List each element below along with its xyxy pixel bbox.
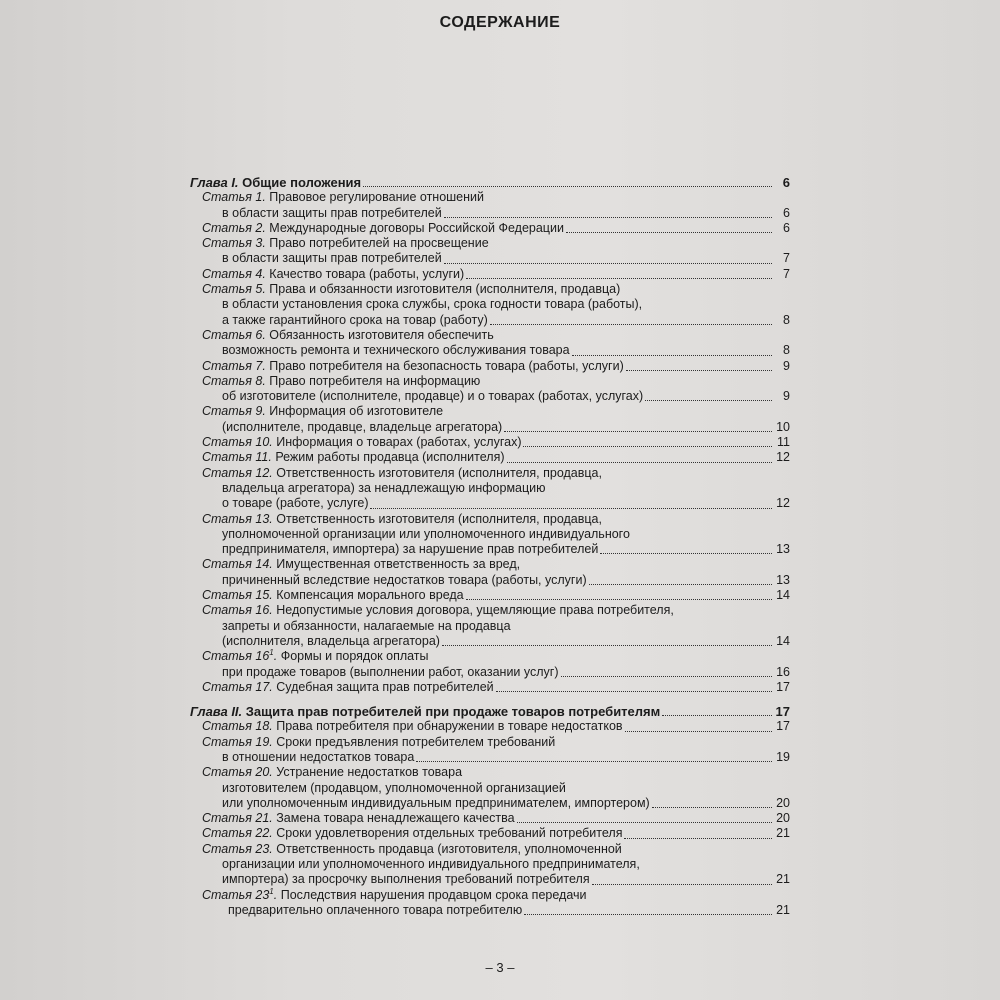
article-label-text: Статья 19.	[202, 734, 273, 749]
article-label	[202, 282, 266, 296]
article-page: 21	[776, 826, 790, 841]
toc-line-text	[202, 466, 602, 481]
article-page: 10	[776, 419, 790, 434]
leader-dots	[662, 715, 772, 716]
article-label-text: Статья 9.	[202, 404, 266, 419]
toc-line	[190, 496, 790, 511]
article-text: импортера) за просрочку выполнения требований потребителя	[222, 872, 590, 887]
toc-line	[190, 512, 790, 527]
toc-line-text	[202, 680, 494, 695]
toc-entry[interactable]	[190, 435, 790, 450]
leader-dots	[592, 884, 772, 885]
article-text: (исполнителя, владельца агрегатора)	[222, 633, 440, 648]
toc-line-text	[228, 903, 522, 918]
toc-line-text	[222, 206, 442, 221]
toc-line-text	[222, 420, 502, 435]
article-text: об изготовителе (исполнителе, продавце) и о товарах (работах, услугах)	[222, 389, 644, 404]
article-label	[202, 649, 277, 663]
toc-line	[190, 527, 790, 542]
article-text: Международные договоры Российской Федерации	[269, 220, 564, 235]
toc-line-text	[222, 251, 442, 266]
toc-line	[190, 680, 790, 695]
article-text: владельца агрегатора) за ненадлежащую информацию	[222, 480, 546, 495]
article-label	[202, 190, 266, 204]
chapter-title: Общие положения	[238, 175, 362, 190]
toc-line	[190, 420, 790, 435]
article-text: Формы и порядок оплаты	[280, 649, 429, 664]
leader-dots	[490, 324, 772, 325]
article-text: изготовителем (продавцом, уполномоченной организацией	[222, 780, 566, 795]
toc-line	[190, 389, 790, 404]
toc-entry[interactable]	[190, 735, 790, 766]
article-text: Права потребителя при обнаружении в товаре недостатков	[276, 719, 623, 734]
article-label	[202, 811, 273, 825]
toc-entry[interactable]	[190, 359, 790, 374]
article-page: 20	[776, 811, 790, 826]
toc-entry[interactable]	[190, 765, 790, 811]
toc-line-text	[202, 826, 622, 841]
article-text: Право потребителя на безопасность товара (работы, услуги)	[269, 358, 624, 373]
article-label-text: Статья 11.	[202, 450, 272, 465]
toc-entry[interactable]	[190, 811, 790, 826]
toc-entry[interactable]	[190, 466, 790, 512]
toc-line	[190, 190, 790, 205]
article-text: запреты и обязанности, налагаемые на продавца	[222, 618, 511, 633]
article-label-text: Статья 2.	[202, 220, 266, 235]
toc-line-text	[202, 719, 623, 734]
leader-dots	[466, 599, 772, 600]
article-label-text: Статья 20.	[202, 765, 273, 780]
leader-dots	[466, 278, 772, 279]
article-label	[202, 826, 273, 840]
article-label	[202, 466, 273, 480]
toc-entry[interactable]	[190, 221, 790, 236]
article-label	[202, 588, 273, 602]
article-page: 6	[783, 205, 790, 220]
toc-line	[190, 719, 790, 734]
leader-dots	[444, 263, 772, 264]
leader-dots	[504, 431, 772, 432]
toc-line	[190, 481, 790, 496]
toc-line	[190, 765, 790, 780]
toc-line-text	[202, 359, 624, 374]
toc-line-text	[222, 313, 488, 328]
toc-entry[interactable]	[190, 588, 790, 603]
leader-dots	[652, 807, 772, 808]
toc-line	[190, 221, 790, 236]
article-label-text: Статья 13.	[202, 511, 273, 526]
leader-dots	[561, 676, 772, 677]
toc-line	[190, 603, 790, 618]
article-label	[202, 888, 277, 902]
toc-line-text	[202, 888, 587, 903]
article-label	[202, 404, 266, 418]
article-text: возможность ремонта и технического обслуживания товара	[222, 343, 570, 358]
article-text: Качество товара (работы, услуги)	[269, 266, 465, 281]
article-text: Ответственность изготовителя (исполнителя, продавца,	[276, 511, 602, 526]
toc-line	[190, 206, 790, 221]
toc-line-text	[202, 328, 494, 343]
toc-line	[190, 842, 790, 857]
toc-entry[interactable]	[190, 450, 790, 465]
article-page: 19	[776, 749, 790, 764]
article-text: Имущественная ответственность за вред,	[276, 557, 521, 572]
article-page: 8	[783, 312, 790, 327]
article-label	[202, 842, 273, 856]
article-text: организации или уполномоченного индивидуального предпринимателя,	[222, 857, 640, 872]
article-label-superscript: 1	[269, 648, 274, 658]
article-text: при продаже товаров (выполнении работ, оказании услуг)	[222, 664, 559, 679]
article-label	[202, 512, 273, 526]
toc-entry[interactable]	[190, 888, 790, 919]
article-label	[202, 435, 273, 449]
article-page: 14	[776, 633, 790, 648]
article-text: Право потребителей на просвещение	[269, 236, 489, 251]
article-label	[202, 557, 273, 571]
article-label-text: Статья 3.	[202, 236, 266, 251]
leader-dots	[523, 446, 772, 447]
article-text: Информация об изготовителе	[269, 404, 444, 419]
article-label	[202, 236, 266, 250]
article-text: Информация о товарах (работах, услугах)	[276, 435, 522, 450]
article-text: или уполномоченным индивидуальным предпринимателем, импортером)	[222, 795, 650, 810]
article-label	[202, 328, 266, 342]
article-label	[202, 603, 273, 617]
article-page: 9	[783, 389, 790, 404]
toc-line-text	[202, 765, 462, 780]
toc-line	[190, 435, 790, 450]
article-page: 8	[783, 343, 790, 358]
article-text: в области защиты прав потребителей	[222, 251, 442, 266]
leader-dots	[589, 584, 772, 585]
chapter-heading-text	[190, 175, 361, 190]
chapter-label: Глава I.	[190, 175, 239, 190]
article-text: Компенсация морального вреда	[276, 588, 464, 603]
toc-line-text	[202, 374, 480, 389]
leader-dots	[626, 370, 772, 371]
chapter-title: Защита прав потребителей при продаже товаров потребителям	[242, 704, 661, 720]
article-label-text: Статья 8.	[202, 373, 266, 388]
toc-line	[190, 588, 790, 603]
article-text: предварительно оплаченного товара потребителю	[228, 902, 523, 917]
chapter-heading[interactable]	[190, 704, 790, 719]
toc-line-text	[202, 649, 429, 664]
article-text: Ответственность продавца (изготовителя, уполномоченной	[276, 841, 622, 856]
article-text: Недопустимые условия договора, ущемляющие права потребителя,	[276, 603, 674, 618]
toc-line-text	[202, 603, 674, 618]
toc-line-text	[222, 496, 368, 511]
article-label-text: Статья 21.	[202, 811, 273, 826]
leader-dots	[517, 822, 772, 823]
toc-entry[interactable]	[190, 649, 790, 680]
toc-line	[190, 236, 790, 251]
toc-line	[190, 735, 790, 750]
article-text: Судебная защита прав потребителей	[276, 679, 494, 694]
toc-line	[190, 573, 790, 588]
toc-entry[interactable]	[190, 267, 790, 282]
article-page: 6	[783, 220, 790, 235]
toc-line-text	[202, 557, 520, 572]
toc-line	[190, 404, 790, 419]
leader-dots	[600, 553, 772, 554]
article-text: в отношении недостатков товара	[222, 749, 415, 764]
toc-line	[190, 903, 790, 918]
article-label	[202, 765, 273, 779]
leader-dots	[363, 186, 772, 187]
leader-dots	[507, 462, 773, 463]
toc-line	[190, 466, 790, 481]
article-page: 12	[776, 450, 790, 465]
chapter-label: Глава II.	[190, 704, 243, 720]
article-text: Устранение недостатков товара	[276, 765, 463, 780]
toc-line	[190, 649, 790, 664]
article-label-superscript: 1	[269, 886, 274, 896]
page-number: – 3 –	[485, 960, 515, 975]
toc-entry[interactable]	[190, 680, 790, 695]
leader-dots	[645, 400, 772, 401]
article-label-text: Статья 14.	[202, 557, 273, 572]
toc-entry[interactable]	[190, 557, 790, 588]
toc-entry[interactable]	[190, 328, 790, 359]
article-label-text: Статья 17.	[202, 679, 273, 694]
article-text: Режим работы продавца (исполнителя)	[275, 450, 505, 465]
toc-entry[interactable]	[190, 826, 790, 841]
page-title: СОДЕРЖАНИЕ	[439, 14, 561, 31]
toc-entry[interactable]	[190, 190, 790, 221]
article-page: 17	[776, 719, 790, 734]
article-label	[202, 359, 266, 373]
toc-line-text	[222, 619, 511, 634]
article-text: а также гарантийного срока на товар (работу)	[222, 312, 488, 327]
leader-dots	[625, 731, 772, 732]
article-label-text: Статья 1.	[202, 190, 266, 205]
article-text: Замена товара ненадлежащего качества	[276, 811, 515, 826]
article-page: 11	[777, 435, 790, 450]
article-text: Последствия нарушения продавцом срока передачи	[280, 887, 587, 902]
toc-line	[190, 557, 790, 572]
toc-line	[190, 826, 790, 841]
toc-line-text	[222, 573, 587, 588]
table-of-contents	[190, 175, 790, 918]
article-label-text: Статья 5.	[202, 282, 266, 297]
leader-dots	[370, 508, 772, 509]
article-label-text: Статья 16.	[202, 603, 273, 618]
article-label	[202, 680, 273, 694]
article-text: Правовое регулирование отношений	[269, 190, 485, 205]
article-page: 17	[776, 679, 790, 694]
article-text: в области установления срока службы, срока годности товара (работы),	[222, 297, 643, 312]
article-text: предпринимателя, импортера) за нарушение прав потребителей	[222, 542, 599, 557]
toc-line	[190, 374, 790, 389]
chapter-section	[190, 704, 790, 918]
toc-line-text	[202, 811, 515, 826]
toc-line	[190, 297, 790, 312]
article-label-text: Статья 23.	[202, 841, 273, 856]
toc-line-text	[222, 481, 546, 496]
article-label-text: Статья 16	[202, 649, 270, 664]
toc-line-text	[202, 588, 464, 603]
leader-dots	[416, 761, 772, 762]
toc-entry[interactable]	[190, 719, 790, 734]
article-text: Ответственность изготовителя (исполнителя, продавца,	[276, 465, 602, 480]
article-label-text: Статья 12.	[202, 465, 273, 480]
chapter-page: 17	[775, 704, 790, 720]
leader-dots	[496, 691, 772, 692]
article-text: Право потребителя на информацию	[269, 373, 481, 388]
toc-line-text	[202, 236, 489, 251]
article-page: 14	[776, 588, 790, 603]
leader-dots	[624, 838, 772, 839]
toc-line	[190, 619, 790, 634]
article-label-text: Статья 22.	[202, 826, 273, 841]
article-label	[202, 450, 272, 464]
leader-dots	[566, 232, 772, 233]
toc-line	[190, 634, 790, 649]
chapter-page: 6	[782, 175, 790, 190]
toc-line-text	[222, 872, 590, 887]
toc-line-text	[202, 190, 484, 205]
toc-entry[interactable]	[190, 282, 790, 328]
article-label-text: Статья 4.	[202, 266, 266, 281]
article-text: в области защиты прав потребителей	[222, 205, 442, 220]
article-text: Сроки удовлетворения отдельных требований потребителя	[276, 826, 623, 841]
article-page: 21	[776, 902, 790, 917]
article-label	[202, 221, 266, 235]
toc-line-text	[202, 267, 464, 282]
article-page: 7	[783, 266, 790, 281]
toc-line-text	[202, 842, 622, 857]
toc-line	[190, 857, 790, 872]
article-text: (исполнителе, продавце, владельце агрегатора)	[222, 419, 503, 434]
toc-line-text	[222, 750, 414, 765]
article-label-text: Статья 18.	[202, 719, 273, 734]
toc-line-text	[202, 450, 505, 465]
chapter-heading-text	[190, 704, 660, 719]
leader-dots	[442, 645, 772, 646]
toc-line-text	[222, 796, 650, 811]
toc-line	[190, 282, 790, 297]
article-label-text: Статья 10.	[202, 435, 273, 450]
toc-line	[190, 359, 790, 374]
toc-line-text	[202, 735, 555, 750]
article-label	[202, 374, 266, 388]
article-page: 21	[776, 872, 790, 887]
article-page: 16	[776, 664, 790, 679]
leader-dots	[572, 355, 772, 356]
toc-entry[interactable]	[190, 603, 790, 649]
toc-line	[190, 888, 790, 903]
article-label-text: Статья 7.	[202, 358, 266, 373]
article-label	[202, 719, 273, 733]
article-label-text: Статья 6.	[202, 327, 266, 342]
toc-line-text	[222, 542, 598, 557]
article-label	[202, 267, 266, 281]
article-page: 7	[783, 251, 790, 266]
toc-line	[190, 665, 790, 680]
toc-line	[190, 267, 790, 282]
article-label-text: Статья 23	[202, 887, 270, 902]
toc-line	[190, 450, 790, 465]
article-page: 13	[776, 572, 790, 587]
toc-entry[interactable]	[190, 512, 790, 558]
toc-line-text	[222, 781, 566, 796]
toc-line	[190, 750, 790, 765]
article-label-end: .	[273, 649, 278, 664]
article-label	[202, 735, 273, 749]
article-page: 13	[776, 542, 790, 557]
article-text: Сроки предъявления потребителем требований	[276, 734, 556, 749]
article-label-text: Статья 15.	[202, 588, 273, 603]
article-text: причиненный вследствие недостатков товара (работы, услуги)	[222, 572, 587, 587]
article-text: уполномоченной организации или уполномоченного индивидуального	[222, 526, 630, 541]
article-page: 12	[776, 496, 790, 511]
toc-line-text	[202, 404, 443, 419]
toc-line-text	[222, 857, 640, 872]
toc-line	[190, 796, 790, 811]
toc-line	[190, 343, 790, 358]
toc-entry[interactable]	[190, 404, 790, 435]
toc-line-text	[222, 297, 642, 312]
toc-line-text	[202, 512, 602, 527]
toc-line	[190, 251, 790, 266]
toc-line-text	[222, 665, 559, 680]
toc-line-text	[222, 527, 630, 542]
chapter-section	[190, 175, 790, 695]
toc-line-text	[202, 221, 564, 236]
toc-line-text	[202, 282, 620, 297]
article-page: 9	[783, 358, 790, 373]
article-text: Права и обязанности изготовителя (исполнителя, продавца)	[269, 282, 621, 297]
toc-line	[190, 313, 790, 328]
toc-line	[190, 542, 790, 557]
article-text: Обязанность изготовителя обеспечить	[269, 327, 494, 342]
toc-entry[interactable]	[190, 842, 790, 888]
leader-dots	[524, 914, 772, 915]
toc-line	[190, 781, 790, 796]
toc-line	[190, 328, 790, 343]
toc-line-text	[222, 343, 570, 358]
toc-line-text	[222, 389, 643, 404]
toc-line-text	[222, 634, 440, 649]
toc-line	[190, 811, 790, 826]
article-text: о товаре (работе, услуге)	[222, 496, 369, 511]
toc-entry[interactable]	[190, 374, 790, 405]
toc-entry[interactable]	[190, 236, 790, 267]
article-page: 20	[776, 795, 790, 810]
chapter-heading[interactable]	[190, 175, 790, 190]
leader-dots	[444, 217, 772, 218]
article-label-end: .	[273, 887, 278, 902]
toc-line-text	[202, 435, 521, 450]
toc-line	[190, 872, 790, 887]
